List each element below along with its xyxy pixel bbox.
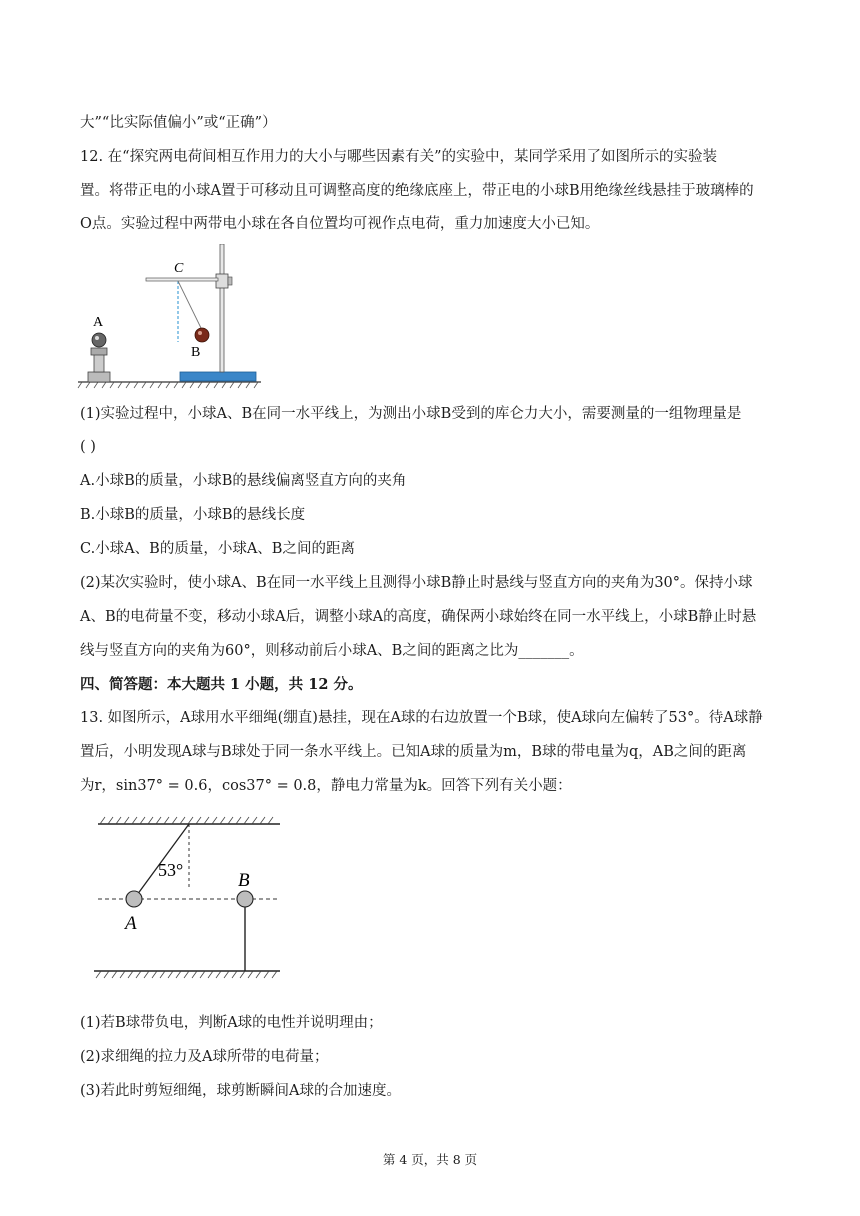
pendulum-figure bbox=[92, 812, 288, 982]
q12-line-c: O点。实验过程中两带电小球在各自位置均可视作点电荷，重力加速度大小已知。 bbox=[80, 216, 600, 232]
option-b: B.小球B的质量，小球B的悬线长度 bbox=[80, 507, 306, 523]
q12-line-a: 12. 在“探究两电荷间相互作用力的大小与哪些因素有关”的实验中，某同学采用了如图所示的实验装 bbox=[80, 149, 717, 165]
section-heading: 四、简答题：本大题共 1 小题，共 12 分。 bbox=[80, 676, 363, 693]
q12-1-line-a: (1)实验过程中，小球A、B在同一水平线上，为测出小球B受到的库仑力大小，需要测量的一组物理量是 bbox=[80, 406, 742, 422]
apparatus-figure bbox=[76, 244, 266, 390]
figure1-label-a: A bbox=[93, 315, 104, 330]
q12-line-b: 置。将带正电的小球A置于可移动且可调整高度的绝缘底座上，带正电的小球B用绝缘丝线悬挂于玻璃棒的 bbox=[80, 183, 754, 199]
angle-label: 53° bbox=[158, 860, 184, 880]
figure2-label-b: B bbox=[238, 870, 250, 891]
q13-3-line: (3)若此时剪短细绳，球剪断瞬间A球的合加速度。 bbox=[80, 1083, 402, 1099]
q13-2-line: (2)求细绳的拉力及A球所带的电荷量； bbox=[80, 1049, 329, 1065]
option-a: A.小球B的质量，小球B的悬线偏离竖直方向的夹角 bbox=[80, 473, 407, 489]
q13-line-c: 为r，sin37° = 0.6，cos37° = 0.8，静电力常量为k。回答下列有关小题： bbox=[80, 778, 572, 794]
q12-2-line-a: (2)某次实验时，使小球A、B在同一水平线上且测得小球B静止时悬线与竖直方向的夹角为30°。保持小球 bbox=[80, 575, 753, 591]
line-1: 大”“比实际值偏小”或“正确”） bbox=[80, 115, 277, 131]
figure2-label-a: A bbox=[125, 913, 137, 934]
q12-1-line-b: ( ) bbox=[80, 439, 96, 455]
page-footer: 第 4 页，共 8 页 bbox=[382, 1152, 478, 1167]
figure1-label-c: C bbox=[174, 261, 184, 276]
option-c: C.小球A、B的质量，小球A、B之间的距离 bbox=[80, 541, 355, 557]
q12-2-line-c: 线与竖直方向的夹角为60°，则移动前后小球A、B之间的距离之比为_______。 bbox=[80, 643, 584, 659]
q13-1-line: (1)若B球带负电，判断A球的电性并说明理由； bbox=[80, 1015, 383, 1031]
figure1-label-b: B bbox=[191, 345, 201, 360]
q13-line-a: 13. 如图所示，A球用水平细绳(绷直)悬挂，现在A球的右边放置一个B球，使A球向左偏转了53°。待A球静 bbox=[80, 710, 763, 726]
q13-line-b: 置后，小明发现A球与B球处于同一条水平线上。已知A球的质量为m，B球的带电量为q，AB之间的距离 bbox=[80, 744, 747, 760]
q12-2-line-b: A、B的电荷量不变，移动小球A后，调整小球A的高度，确保两小球始终在同一水平线上，小球B静止时悬 bbox=[80, 609, 757, 625]
